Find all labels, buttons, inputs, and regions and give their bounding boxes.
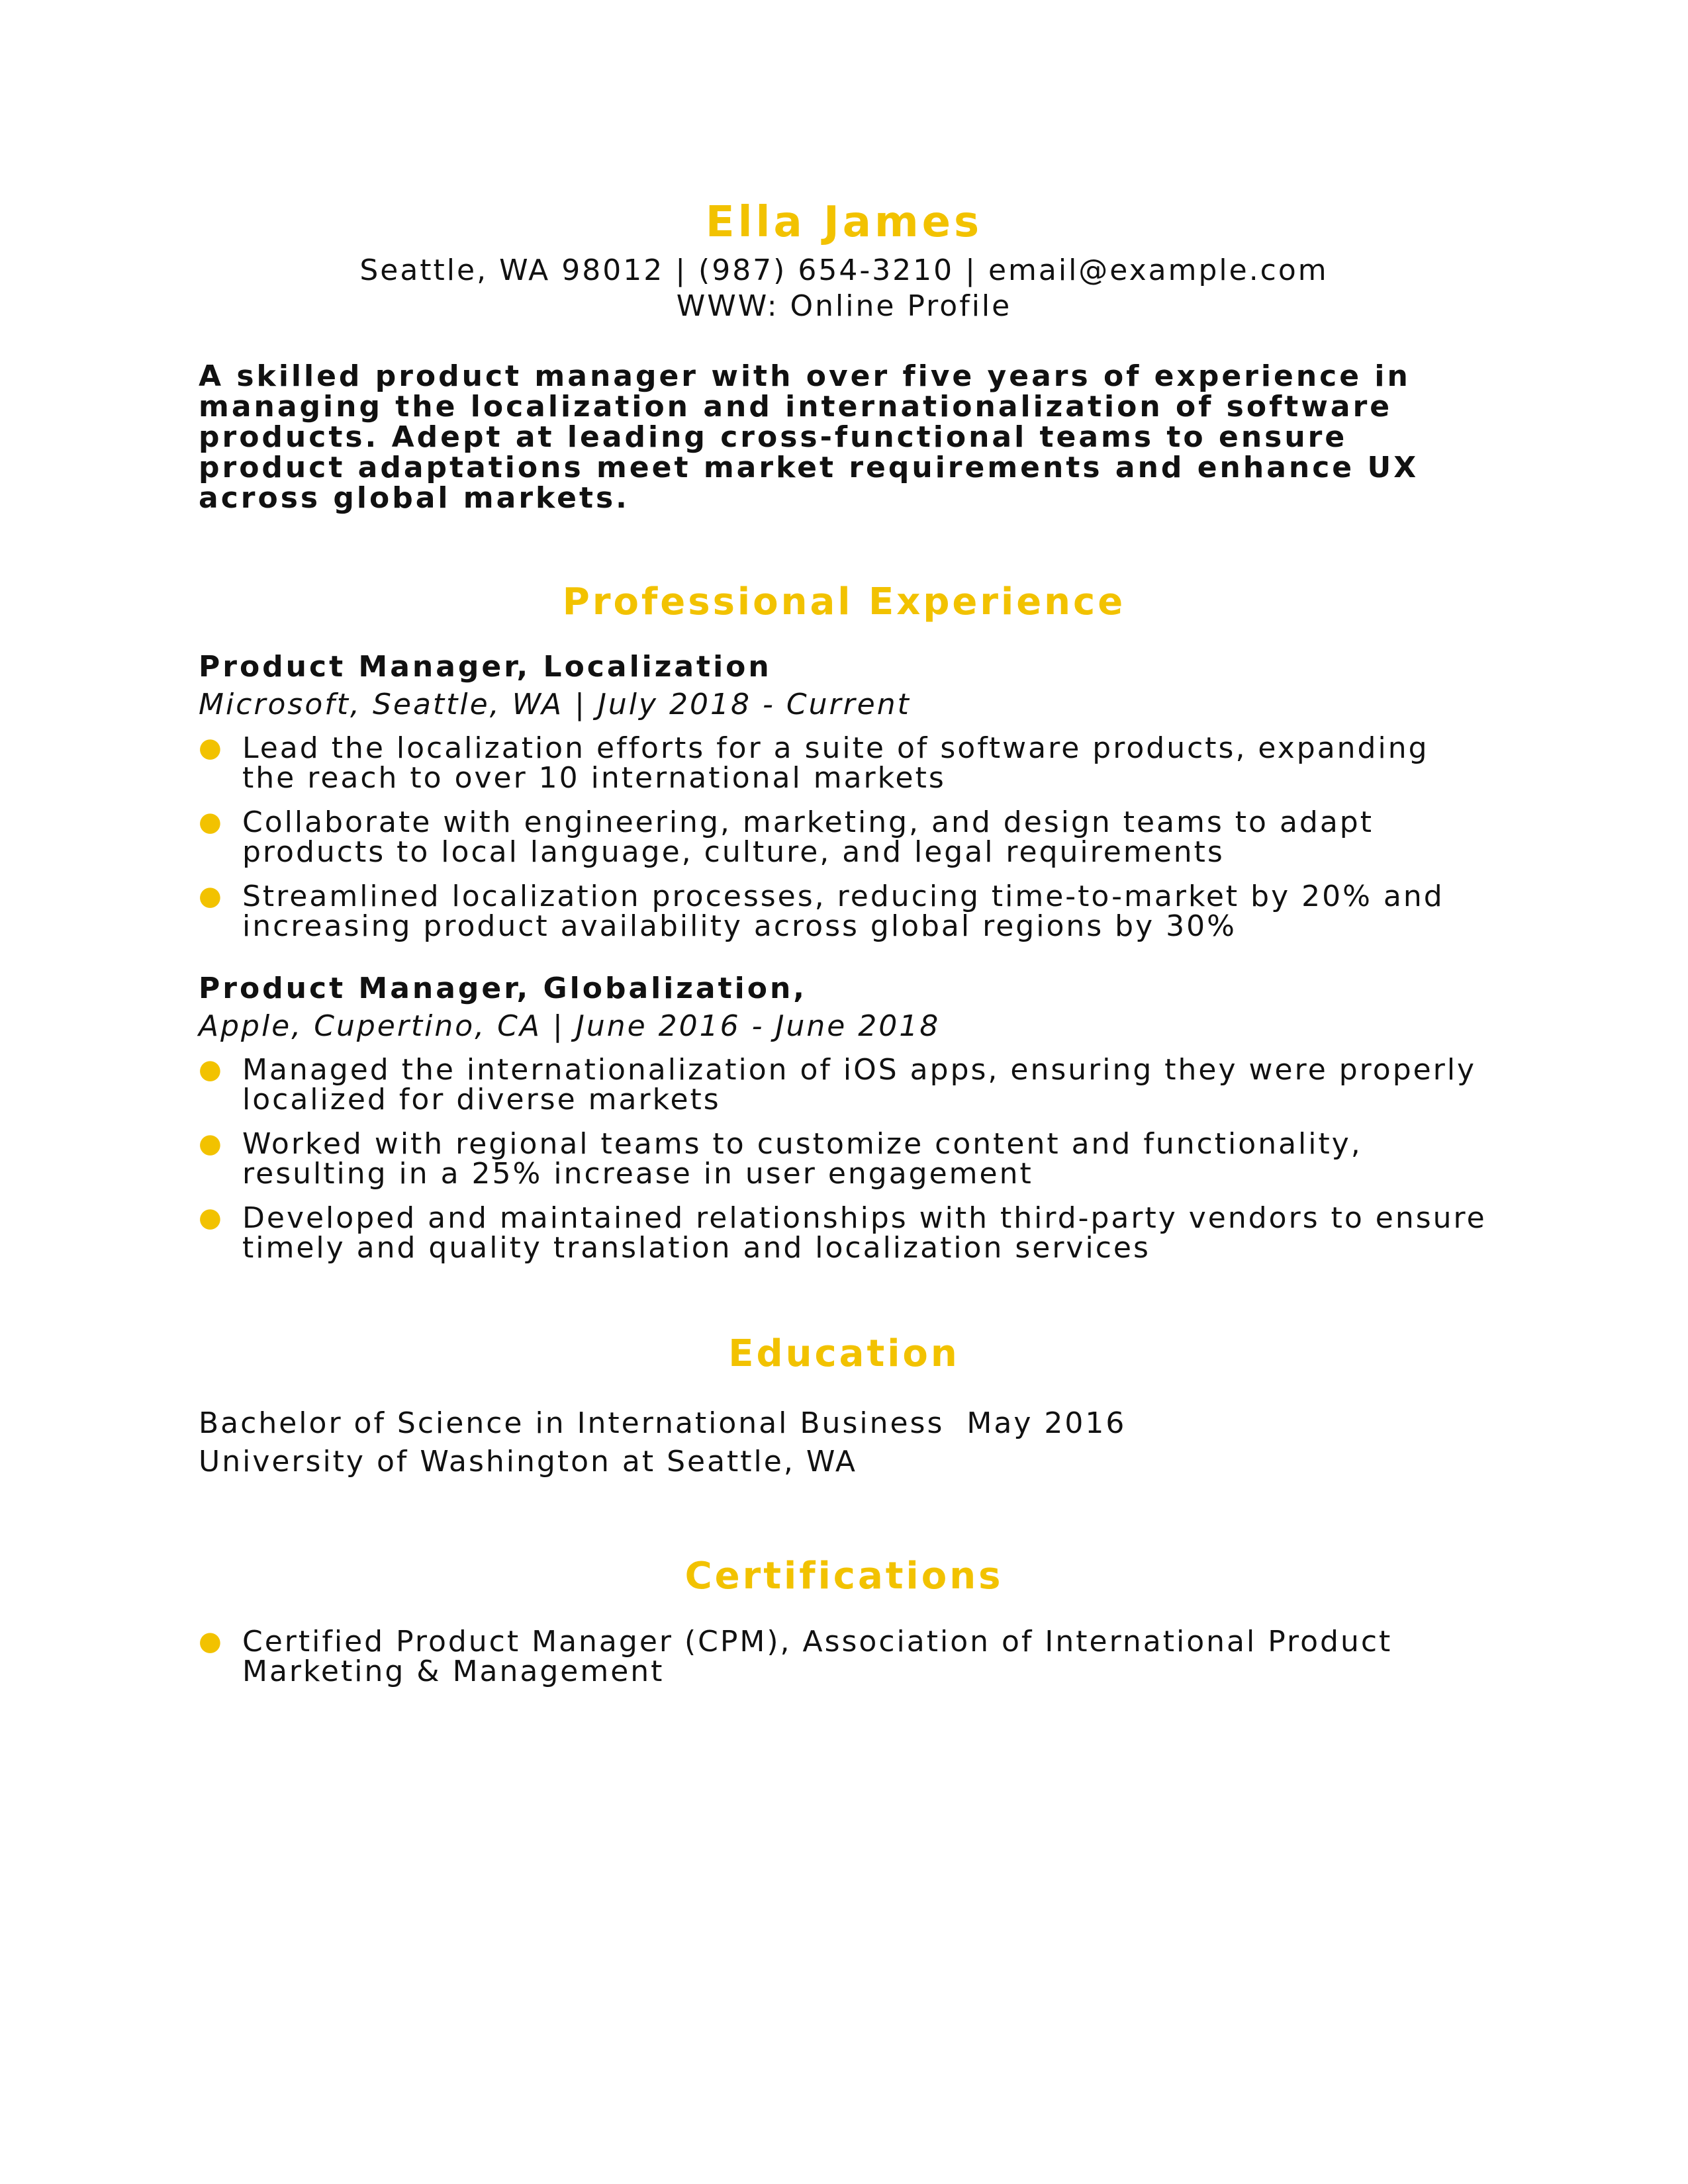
job-company: Microsoft, Seattle, WA — [199, 688, 564, 721]
bullet-text: Streamlined localization processes, reducing time-to-market by 20% and increasing product availability across global regions by 30% — [242, 880, 1444, 943]
certification-list — [199, 1627, 1489, 1686]
website-line: WWW: Online Profile — [676, 289, 1012, 323]
education-heading: Education — [728, 1332, 960, 1375]
job-title: Product Manager, Globalization, — [199, 972, 807, 1005]
meta-separator: | — [553, 1009, 565, 1043]
bullet-icon: ● — [199, 1054, 224, 1085]
job-dates: July 2018 - Current — [597, 688, 911, 721]
resume-page — [199, 192, 1489, 1701]
bullet-icon: ● — [199, 1128, 224, 1159]
school-name: University of Washington at Seattle, WA — [199, 1445, 858, 1479]
job-meta — [199, 686, 1489, 724]
bullet-item — [199, 807, 1489, 867]
experience-heading: Professional Experience — [562, 580, 1126, 623]
bullet-text: Collaborate with engineering, marketing, and design teams to adapt products to local language, culture, and legal requirements — [242, 805, 1374, 869]
certifications-heading: Certifications — [684, 1555, 1004, 1598]
meta-separator: | — [575, 688, 586, 721]
bullet-icon: ● — [199, 733, 224, 763]
bullet-icon: ● — [199, 1626, 224, 1657]
bullet-icon: ● — [199, 1203, 224, 1233]
job-company: Apple, Cupertino, CA — [199, 1009, 542, 1043]
candidate-name: Ella James — [705, 198, 983, 247]
bullet-text: Managed the internationalization of iOS apps, ensuring they were properly localized for diverse markets — [242, 1053, 1477, 1116]
bullet-item — [199, 1129, 1489, 1189]
bullet-item — [199, 733, 1489, 793]
job-meta — [199, 1007, 1489, 1046]
professional-summary: A skilled product manager with over five years of experience in managing the localization and internationalization of software products. Adept at leading cross-functional teams to ensure product adaptations meet market requirements and enhance UX across global markets. — [199, 359, 1419, 515]
bullet-text: Developed and maintained relationships with third-party vendors to ensure timely and quality translation and localization services — [242, 1201, 1487, 1265]
job-entry — [199, 649, 1489, 941]
certification-text: Certified Product Manager (CPM), Association of International Product Marketing & Management — [242, 1625, 1393, 1688]
bullet-text: Worked with regional teams to customize content and functionality, resulting in a 25% increase in user engagement — [242, 1127, 1362, 1191]
bullet-item — [199, 882, 1489, 941]
graduation-date: May 2016 — [966, 1406, 1127, 1440]
bullet-text: Lead the localization efforts for a suite of software products, expanding the reach to over 10 international markets — [242, 731, 1429, 795]
bullet-icon: ● — [199, 881, 224, 911]
job-title: Product Manager, Localization — [199, 650, 772, 684]
job-dates: June 2016 - June 2018 — [575, 1009, 941, 1043]
bullet-item — [199, 1055, 1489, 1115]
bullet-icon: ● — [199, 807, 224, 837]
degree-line — [199, 1404, 1489, 1443]
education-entry — [199, 1404, 1489, 1481]
job-bullets — [199, 733, 1489, 941]
job-entry — [199, 970, 1489, 1263]
job-bullets — [199, 1055, 1489, 1263]
degree-name: Bachelor of Science in International Business — [199, 1406, 945, 1440]
bullet-item — [199, 1203, 1489, 1263]
contact-info: Seattle, WA 98012 | (987) 654-3210 | email@example.com — [359, 253, 1329, 287]
certification-item — [199, 1627, 1489, 1686]
